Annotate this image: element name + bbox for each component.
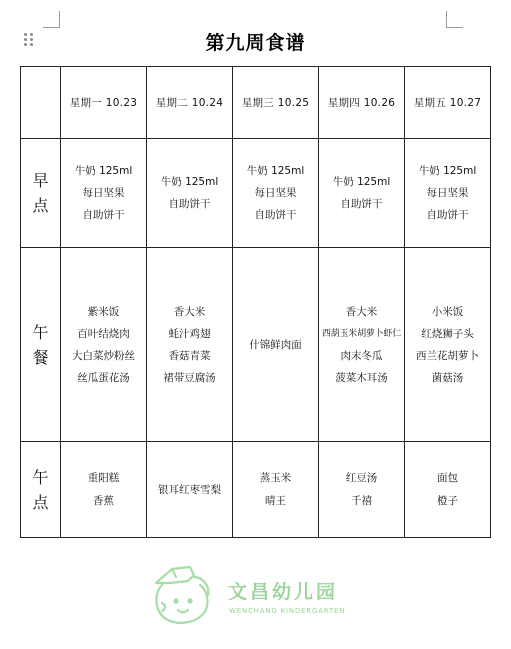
menu-item: 丝瓜蛋花汤 [77,371,130,384]
menu-item: 晴王 [265,495,286,507]
meal-label-char: 早 [32,171,49,190]
logo-name-en: WENCHANG KINDERGARTEN [229,607,346,615]
menu-item: 香菇青菜 [168,349,211,362]
menu-item: 牛奶 125ml [246,165,305,177]
menu-item: 自助饼干 [254,209,297,221]
menu-item: 牛奶 125ml [332,176,391,188]
menu-item: 紫米饭 [87,305,120,318]
menu-cell-breakfast-tue[interactable] [147,139,233,248]
menu-item: 红豆汤 [345,472,378,484]
corner-cell[interactable] [21,67,61,139]
menu-item: 牛奶 125ml [418,165,477,177]
meal-label-char: 午 [32,467,49,487]
menu-item: 红烧狮子头 [421,327,474,340]
breakfast-row [21,139,491,248]
menu-item: 裙带豆腐汤 [163,371,216,384]
header-row [21,67,491,139]
menu-item: 重阳糕 [87,472,120,484]
lunch-row [21,248,491,442]
menu-item: 面包 [437,472,458,484]
menu-cell-lunch-tue[interactable] [147,248,233,442]
menu-cell-lunch-mon[interactable] [61,248,147,442]
menu-item: 菌菇汤 [431,371,464,384]
menu-item: 小米饭 [431,305,464,318]
menu-item: 千禧 [351,495,372,507]
menu-item: 牛奶 125ml [160,176,219,188]
menu-item: 橙子 [437,495,458,507]
menu-item: 百叶结烧肉 [77,327,130,340]
menu-item: 什锦鲜肉面 [249,338,302,351]
menu-item: 自助饼干 [168,198,211,210]
meal-label-char: 点 [32,492,49,512]
menu-item: 自助饼干 [340,198,383,210]
menu-cell-lunch-wed[interactable] [233,248,319,442]
menu-item: 自助饼干 [82,209,125,221]
menu-item: 西葫玉米胡萝卜虾仁 [321,328,402,339]
day-header-mon[interactable]: 星期一 10.23 [61,67,147,139]
menu-item: 香蕉 [93,495,114,507]
weekly-menu-table [20,66,491,538]
afternoon-snack-row [21,442,491,538]
day-header-thu[interactable]: 星期四 10.26 [319,67,405,139]
menu-cell-snack-thu[interactable] [319,442,405,538]
menu-item: 大白菜炒粉丝 [72,349,135,362]
meal-label-afternoon-snack[interactable] [21,442,61,538]
crop-mark-top-left [43,11,60,28]
menu-item: 每日坚果 [426,187,469,199]
menu-cell-snack-fri[interactable] [405,442,491,538]
crop-mark-top-right [446,11,463,28]
logo-name-cn: 文昌幼儿园 [228,581,339,603]
menu-item: 自助饼干 [426,209,469,221]
meal-label-lunch[interactable] [21,248,61,442]
meal-label-char: 午 [32,322,49,342]
menu-item: 西兰花胡萝卜 [416,349,479,362]
kindergarten-logo [150,563,370,629]
day-header-wed[interactable]: 星期三 10.25 [233,67,319,139]
menu-item: 每日坚果 [82,187,125,199]
menu-cell-snack-wed[interactable] [233,442,319,538]
menu-cell-lunch-fri[interactable] [405,248,491,442]
menu-item: 菠菜木耳汤 [335,371,388,384]
menu-item: 银耳红枣雪梨 [158,483,221,496]
menu-item: 蒸玉米 [259,472,292,484]
menu-cell-breakfast-fri[interactable] [405,139,491,248]
page-title: 第九周食谱 [205,32,306,54]
menu-item: 蚝汁鸡翅 [168,327,211,340]
menu-cell-snack-tue[interactable] [147,442,233,538]
meal-label-char: 点 [32,196,49,215]
kindergarten-logo-icon [150,563,220,629]
menu-cell-lunch-thu[interactable] [319,248,405,442]
meal-label-breakfast[interactable] [21,139,61,248]
menu-item: 香大米 [345,305,378,318]
menu-item: 肉末冬瓜 [340,349,383,362]
menu-item: 每日坚果 [254,187,297,199]
menu-item: 香大米 [173,305,206,318]
menu-cell-breakfast-wed[interactable] [233,139,319,248]
day-header-fri[interactable]: 星期五 10.27 [405,67,491,139]
menu-cell-snack-mon[interactable] [61,442,147,538]
meal-label-char: 餐 [32,347,49,367]
menu-item: 牛奶 125ml [74,165,133,177]
day-header-tue[interactable]: 星期二 10.24 [147,67,233,139]
menu-cell-breakfast-mon[interactable] [61,139,147,248]
menu-cell-breakfast-thu[interactable] [319,139,405,248]
